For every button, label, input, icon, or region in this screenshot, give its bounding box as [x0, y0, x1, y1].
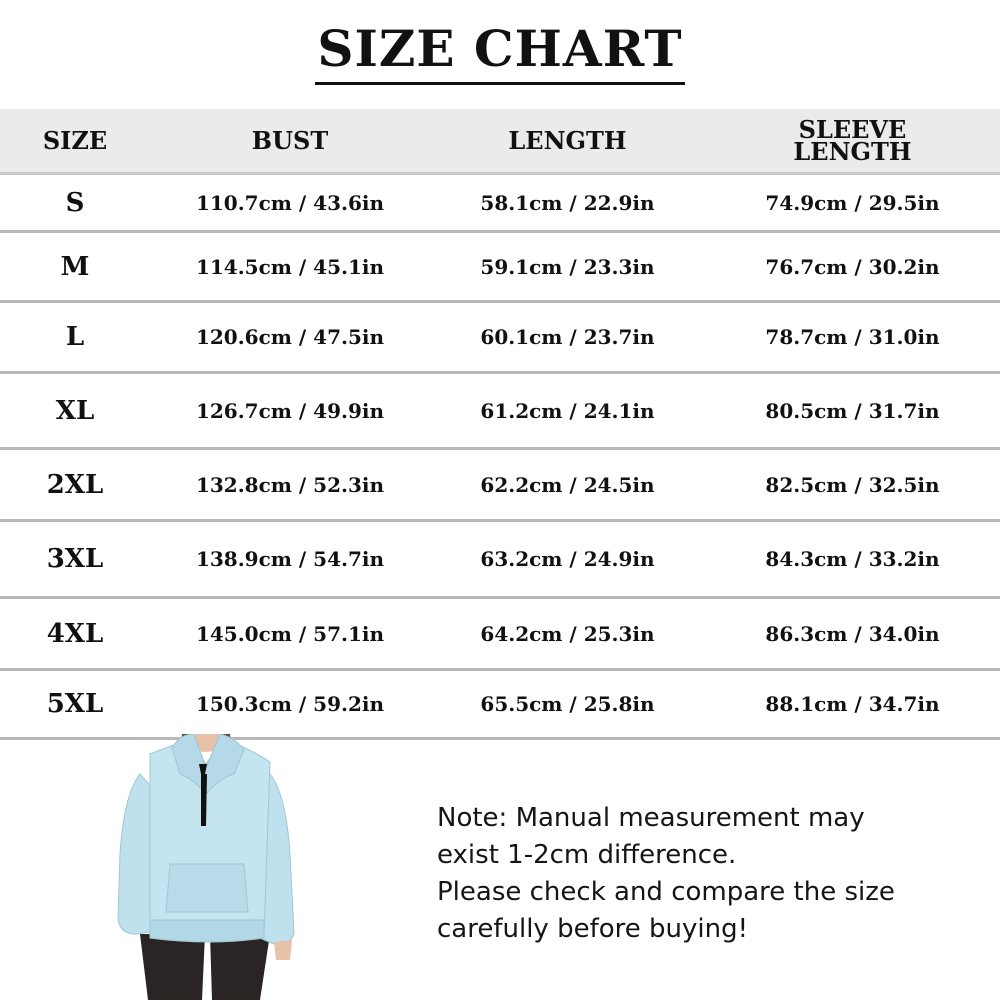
size-cell: L — [65, 322, 85, 352]
bust-cell: 138.9cm / 54.7in — [195, 547, 385, 571]
length-cell: 63.2cm / 24.9in — [480, 547, 655, 571]
note-line-1: Note: Manual measurement may — [437, 803, 865, 833]
length-cell: 58.1cm / 22.9in — [480, 190, 655, 215]
note-text — [437, 800, 977, 948]
header-length: LENGTH — [508, 125, 627, 155]
size-cell: 4XL — [46, 618, 104, 649]
table-row — [0, 671, 1000, 740]
hoodie-svg — [110, 734, 310, 1000]
size-cell: XL — [55, 395, 95, 426]
bust-cell: 110.7cm / 43.6in — [195, 190, 385, 215]
table-header — [0, 109, 1000, 175]
note-line-4: carefully before buying! — [437, 914, 749, 944]
header-sleeve-line1: SLEEVE — [798, 114, 907, 144]
page-title-text: SIZE CHART — [315, 18, 684, 85]
table-row — [0, 303, 1000, 374]
length-cell: 62.2cm / 24.5in — [480, 472, 655, 497]
bust-cell: 150.3cm / 59.2in — [195, 692, 385, 716]
sleeve-cell: 88.1cm / 34.7in — [765, 692, 940, 716]
table-row — [0, 522, 1000, 599]
header-sleeve-line2: LENGTH — [793, 136, 912, 166]
note-line-2: exist 1-2cm difference. — [437, 840, 737, 870]
sleeve-cell: 80.5cm / 31.7in — [765, 398, 940, 423]
length-cell: 59.1cm / 23.3in — [480, 254, 655, 279]
length-cell: 65.5cm / 25.8in — [480, 692, 655, 716]
sleeve-cell: 86.3cm / 34.0in — [765, 621, 940, 646]
bust-cell: 120.6cm / 47.5in — [195, 325, 385, 349]
table-row — [0, 599, 1000, 671]
page-title — [0, 18, 1000, 85]
size-cell: S — [65, 187, 85, 218]
length-cell: 64.2cm / 25.3in — [480, 621, 655, 646]
size-cell: M — [60, 251, 90, 282]
sleeve-cell: 76.7cm / 30.2in — [765, 254, 940, 279]
size-cell: 2XL — [46, 469, 104, 500]
bust-cell: 132.8cm / 52.3in — [195, 472, 385, 497]
header-size: SIZE — [42, 125, 108, 155]
bottom-section — [0, 734, 1000, 1000]
table-row — [0, 233, 1000, 303]
size-table — [0, 109, 1000, 740]
hoodie-illustration-icon — [110, 734, 310, 1000]
bust-cell: 145.0cm / 57.1in — [195, 621, 385, 646]
sleeve-cell: 82.5cm / 32.5in — [765, 472, 940, 497]
sleeve-cell: 84.3cm / 33.2in — [765, 547, 940, 571]
size-cell: 5XL — [46, 689, 104, 719]
length-cell: 61.2cm / 24.1in — [480, 398, 655, 423]
note-line-3: Please check and compare the size — [437, 877, 895, 907]
table-row — [0, 450, 1000, 522]
length-cell: 60.1cm / 23.7in — [480, 325, 655, 349]
header-bust: BUST — [251, 125, 329, 155]
table-row — [0, 374, 1000, 450]
bust-cell: 114.5cm / 45.1in — [195, 254, 385, 279]
table-row — [0, 175, 1000, 233]
sleeve-cell: 74.9cm / 29.5in — [765, 190, 940, 215]
header-sleeve-length — [705, 114, 1000, 166]
size-cell: 3XL — [46, 544, 104, 574]
bust-cell: 126.7cm / 49.9in — [195, 398, 385, 423]
sleeve-cell: 78.7cm / 31.0in — [765, 325, 940, 349]
